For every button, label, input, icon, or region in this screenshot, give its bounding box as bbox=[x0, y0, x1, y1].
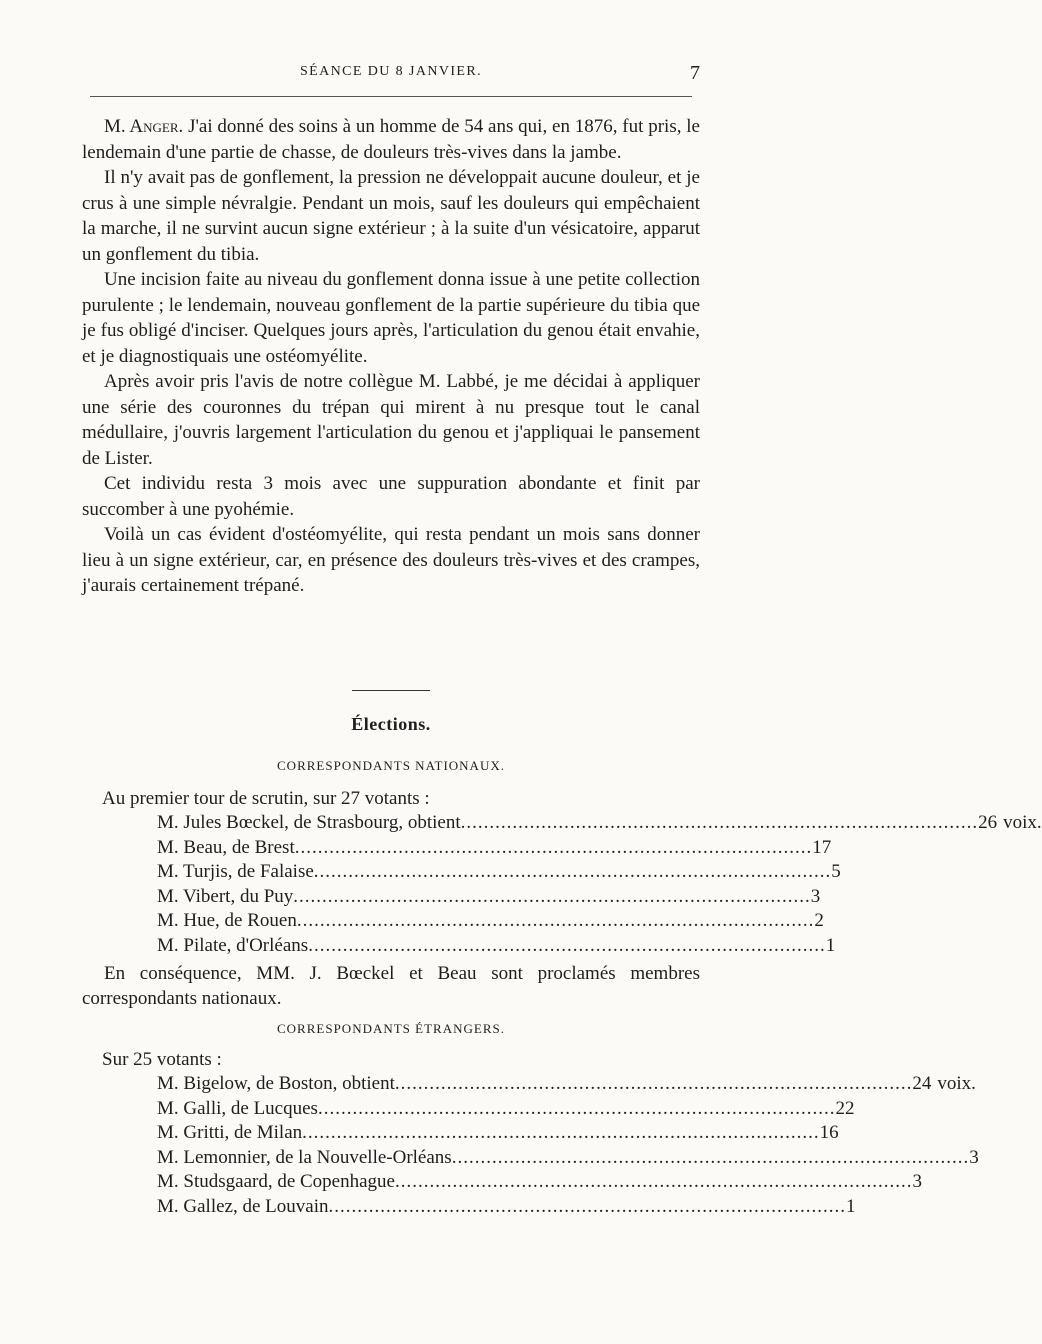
vote-row bbox=[157, 860, 841, 885]
candidate-name: M. Galli, de Lucques bbox=[157, 1097, 318, 1119]
candidate-name: M. Bigelow, de Boston, obtient bbox=[157, 1073, 395, 1094]
vote-row bbox=[157, 1121, 839, 1146]
running-title: SÉANCE DU 8 JANVIER. bbox=[300, 64, 482, 79]
vote-unit bbox=[979, 1146, 985, 1171]
vote-unit bbox=[839, 1121, 845, 1146]
candidate-name: M. Beau, de Brest bbox=[157, 836, 295, 858]
dot-leader: .......................................................................................... bbox=[313, 861, 832, 882]
dot-leader: .......................................................................................... bbox=[460, 812, 979, 833]
paragraph-3: Une incision faite au niveau du gonflement donna issue à une petite collection purulente ; le lendemain, nouveau gonflement de la partie supérieure du tibia que je fus obligé d'inciser. Quelques jours après, l'articulation du genou était envahie, et je diagnostiquais une ostéomyélite. bbox=[82, 269, 700, 367]
vote-count: 3 bbox=[969, 1146, 979, 1168]
dot-leader: .......................................................................................... bbox=[308, 934, 826, 956]
dot-leader: .......................................................................................... bbox=[451, 1146, 970, 1168]
vote-row bbox=[157, 934, 836, 959]
vote-count: 17 bbox=[812, 836, 832, 858]
vote-count: 1 bbox=[845, 1195, 856, 1217]
vote-count: 1 bbox=[825, 934, 836, 956]
paragraph-4: Après avoir pris l'avis de notre collègue M. Labbé, je me décidai à appliquer une série des couronnes du trépan qui mirent à nu presque tout le canal médullaire, j'ouvris largement l'articulation du genou et j'appliquai le pansement de Lister. bbox=[82, 371, 700, 469]
vote-unit bbox=[831, 836, 837, 861]
paragraph-1-text: J'ai donné des soins à un homme de 54 ans qui, en 1876, fut pris, le lendemain d'une partie de chasse, de douleurs très-vives dans la jambe. bbox=[82, 116, 700, 163]
vote-row bbox=[157, 836, 832, 861]
paragraph-5: Cet individu resta 3 mois avec une suppuration abondante et finit par succomber à une pyohémie. bbox=[82, 473, 700, 520]
paragraph-1 bbox=[82, 114, 700, 165]
vote-row bbox=[157, 811, 1042, 836]
header-rule bbox=[90, 96, 692, 97]
vote-count: 3 bbox=[912, 1171, 922, 1192]
dot-leader: .......................................................................................... bbox=[317, 1097, 836, 1119]
vote-unit bbox=[820, 885, 826, 910]
dot-leader: .......................................................................................... bbox=[294, 836, 813, 858]
vote-row bbox=[157, 1097, 855, 1122]
dot-leader: .......................................................................................... bbox=[394, 1171, 913, 1192]
page-header bbox=[82, 62, 700, 92]
vote-unit bbox=[835, 934, 841, 959]
candidate-name: M. Studsgaard, de Copenhague bbox=[157, 1171, 395, 1192]
candidate-name: M. Gritti, de Milan bbox=[157, 1122, 303, 1143]
nationaux-vote-list bbox=[157, 811, 1042, 958]
vote-row bbox=[157, 909, 824, 934]
section-separator bbox=[352, 690, 430, 691]
speaker-name: M. Anger. bbox=[104, 116, 184, 137]
page-number: 7 bbox=[690, 62, 700, 84]
vote-count: 22 bbox=[835, 1097, 855, 1119]
vote-count: 3 bbox=[810, 885, 821, 907]
paragraph-2: Il n'y avait pas de gonflement, la pression ne développait aucune douleur, et je crus à une simple névralgie. Pendant un mois, sauf les douleurs qui empêchaient la marche, il ne survint aucun signe extérieur ; à la suite d'un vésicatoire, apparut un gonflement du tibia. bbox=[82, 167, 700, 265]
vote-unit bbox=[841, 860, 847, 885]
vote-unit bbox=[855, 1195, 861, 1220]
dot-leader: .......................................................................................... bbox=[328, 1195, 846, 1217]
etrangers-heading: CORRESPONDANTS ÉTRANGERS. bbox=[277, 1021, 505, 1036]
candidate-name: M. Gallez, de Louvain bbox=[157, 1195, 329, 1217]
candidate-name: M. Jules Bœckel, de Strasbourg, obtient bbox=[157, 812, 461, 833]
nationaux-conclusion: En conséquence, MM. J. Bœckel et Beau sont proclamés membres correspondants nationaux. bbox=[82, 963, 700, 1009]
etrangers-vote-list bbox=[157, 1072, 979, 1219]
vote-count: 5 bbox=[831, 861, 841, 882]
dot-leader: .......................................................................................... bbox=[394, 1073, 913, 1094]
candidate-name: M. Lemonnier, de la Nouvelle-Orléans bbox=[157, 1146, 452, 1168]
vote-unit bbox=[824, 909, 830, 934]
vote-row bbox=[157, 885, 821, 910]
vote-count: 2 bbox=[814, 910, 824, 931]
vote-count: 16 bbox=[819, 1122, 839, 1143]
vote-unit: voix. bbox=[1003, 812, 1042, 833]
candidate-name: M. Vibert, du Puy bbox=[157, 885, 294, 907]
vote-row bbox=[157, 1170, 922, 1195]
vote-count: 26 bbox=[978, 812, 998, 833]
etrangers-intro: Sur 25 votants : bbox=[102, 1049, 222, 1070]
candidate-name: M. Turjis, de Falaise bbox=[157, 861, 314, 882]
dot-leader: .......................................................................................... bbox=[296, 910, 815, 931]
vote-row bbox=[157, 1195, 856, 1220]
vote-count: 24 bbox=[912, 1073, 932, 1094]
nationaux-heading: CORRESPONDANTS NATIONAUX. bbox=[277, 758, 505, 773]
vote-unit: voix. bbox=[937, 1073, 976, 1094]
vote-unit bbox=[922, 1170, 928, 1195]
elections-title: Élections. bbox=[351, 714, 431, 734]
paragraph-6: Voilà un cas évident d'ostéomyélite, qui resta pendant un mois sans donner lieu à un signe extérieur, car, en présence des douleurs très-vives et des crampes, j'aurais certainement trépané. bbox=[82, 524, 700, 596]
nationaux-intro: Au premier tour de scrutin, sur 27 votants : bbox=[102, 788, 430, 809]
vote-row bbox=[157, 1072, 976, 1097]
vote-row bbox=[157, 1146, 979, 1171]
discussion-text bbox=[82, 114, 700, 599]
dot-leader: .......................................................................................... bbox=[293, 885, 811, 907]
candidate-name: M. Hue, de Rouen bbox=[157, 910, 297, 931]
candidate-name: M. Pilate, d'Orléans bbox=[157, 934, 309, 956]
vote-unit bbox=[854, 1097, 860, 1122]
dot-leader: .......................................................................................... bbox=[302, 1122, 820, 1143]
